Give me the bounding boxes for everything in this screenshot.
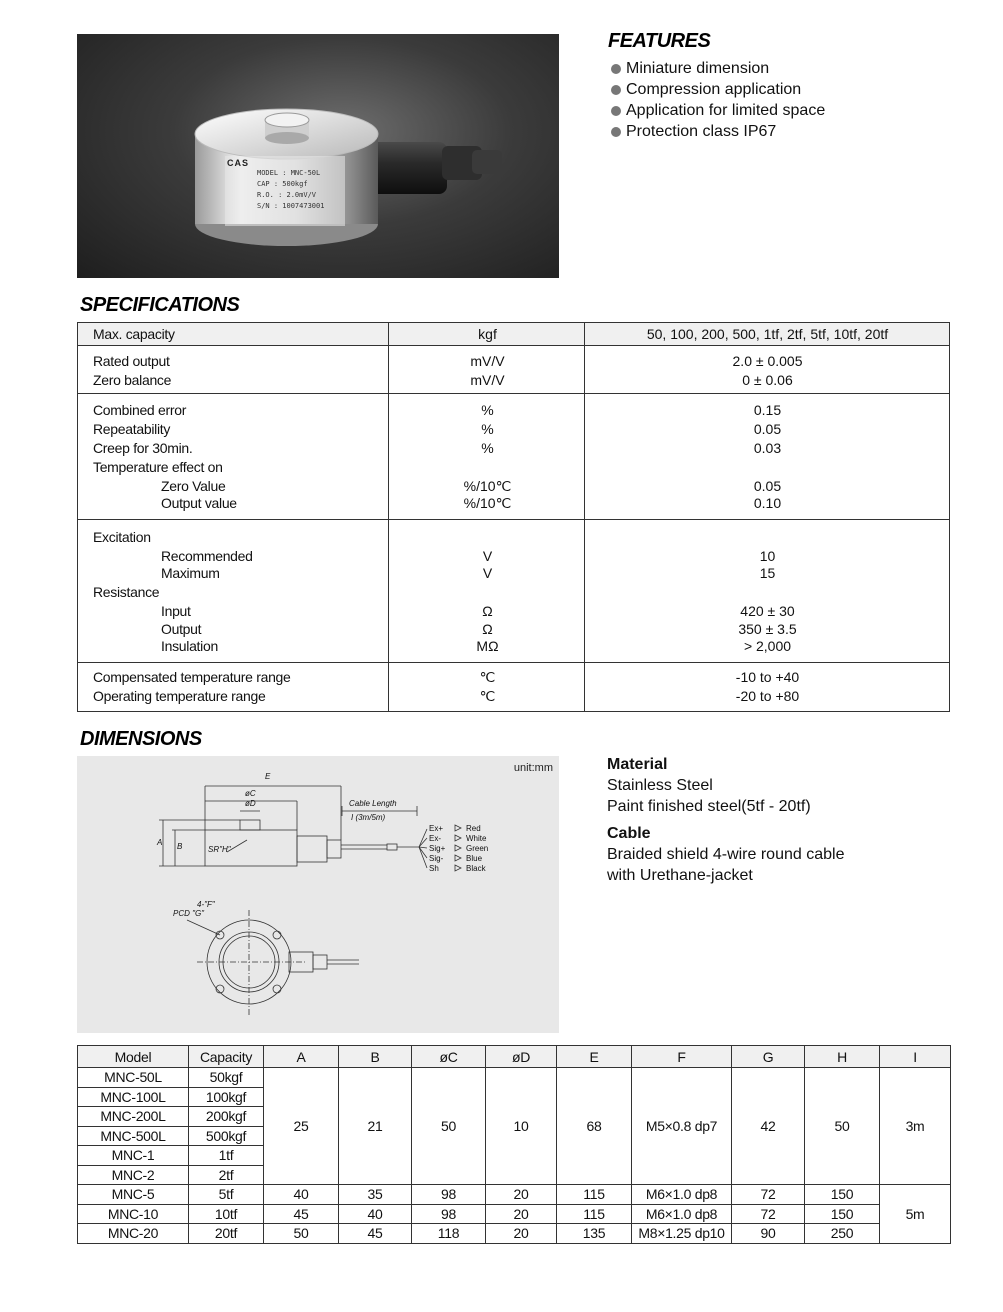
recommended-label: Recommended bbox=[161, 548, 253, 564]
brand-logo: CAS bbox=[227, 158, 250, 168]
bullet-icon bbox=[611, 85, 621, 95]
dimension-drawing bbox=[77, 756, 559, 1033]
dim-E-label: E bbox=[265, 772, 271, 781]
material-info bbox=[607, 754, 844, 886]
creep-unit: % bbox=[481, 440, 494, 456]
compensated-temp-unit: ℃ bbox=[479, 669, 496, 685]
table-row: MNC-200L 200kgf bbox=[78, 1107, 951, 1127]
table-row: MNC-5 5tf 40 35 98 20 115 M6×1.0 dp8 72 150 5m bbox=[78, 1185, 951, 1205]
technical-drawing bbox=[77, 756, 559, 1033]
material-heading: Material bbox=[607, 756, 668, 773]
table-row: MNC-1 1tf bbox=[78, 1146, 951, 1166]
rated-output-value: 2.0 ± 0.005 bbox=[732, 353, 803, 369]
dimensions-table bbox=[77, 1045, 951, 1244]
zero-value-unit: %/10℃ bbox=[463, 478, 512, 494]
cable-line-2: with Urethane-jacket bbox=[607, 867, 753, 884]
output-label: Output bbox=[161, 621, 202, 637]
rated-output-label: Rated output bbox=[93, 353, 170, 369]
output-value-unit: %/10℃ bbox=[463, 495, 512, 511]
features-heading: FEATURES bbox=[608, 30, 711, 52]
table-row: MNC-50L 50kgf 25 21 50 10 68 M5×0.8 dp7 42 50 3m bbox=[78, 1068, 951, 1088]
unit-note: unit:mm bbox=[513, 762, 553, 774]
insulation-unit: MΩ bbox=[476, 638, 499, 654]
photo-label: MODEL : MNC-50L CAP : 500kgf R.O. : 2.0mV/V S/N : 1007473001 bbox=[257, 169, 325, 210]
cable-length-label: Cable Length bbox=[349, 799, 397, 808]
load-cell-image bbox=[77, 34, 559, 278]
temp-effect-label: Temperature effect on bbox=[93, 459, 223, 475]
combined-error-value: 0.15 bbox=[753, 402, 782, 418]
operating-temp-unit: ℃ bbox=[479, 688, 496, 704]
table-row: MNC-2 2tf bbox=[78, 1165, 951, 1185]
recommended-unit: V bbox=[482, 548, 493, 564]
repeatability-unit: % bbox=[481, 421, 494, 437]
creep-value: 0.03 bbox=[753, 440, 782, 456]
cable-heading: Cable bbox=[607, 825, 651, 842]
input-value: 420 ± 30 bbox=[740, 603, 795, 619]
product-photo bbox=[77, 34, 559, 278]
col-header: øC bbox=[412, 1046, 486, 1068]
cable-line-1: Braided shield 4-wire round cable bbox=[607, 846, 845, 863]
dim-A-label: A bbox=[157, 838, 163, 847]
zero-balance-label: Zero balance bbox=[93, 372, 172, 388]
operating-temp-value: -20 to +80 bbox=[735, 688, 800, 704]
holes-label: 4-"F" bbox=[197, 900, 215, 909]
table-header-row bbox=[78, 1046, 951, 1068]
feature-item: Protection class IP67 bbox=[611, 121, 825, 142]
maximum-unit: V bbox=[482, 565, 493, 581]
output-value-label: Output value bbox=[161, 495, 237, 511]
insulation-value: > 2,000 bbox=[743, 638, 792, 654]
combined-error-unit: % bbox=[481, 402, 494, 418]
feature-item: Miniature dimension bbox=[611, 58, 825, 79]
maximum-label: Maximum bbox=[161, 565, 220, 581]
bullet-icon bbox=[611, 64, 621, 74]
col-header: G bbox=[732, 1046, 805, 1068]
material-line-1: Stainless Steel bbox=[607, 777, 713, 794]
maximum-value: 15 bbox=[759, 565, 776, 581]
spec-header-param: Max. capacity bbox=[93, 326, 175, 342]
table-row: MNC-100L 100kgf bbox=[78, 1087, 951, 1107]
input-label: Input bbox=[161, 603, 191, 619]
combined-error-label: Combined error bbox=[93, 402, 187, 418]
insulation-label: Insulation bbox=[161, 638, 218, 654]
spec-header-unit: kgf bbox=[478, 326, 497, 342]
output-unit: Ω bbox=[482, 621, 493, 637]
dim-D-label: øD bbox=[245, 799, 256, 808]
features-list bbox=[611, 58, 825, 142]
repeatability-value: 0.05 bbox=[753, 421, 782, 437]
zero-value-label: Zero Value bbox=[161, 478, 226, 494]
repeatability-label: Repeatability bbox=[93, 421, 171, 437]
dim-C-label: øC bbox=[245, 789, 256, 798]
zero-balance-unit: mV/V bbox=[470, 372, 505, 388]
spec-header-value: 50, 100, 200, 500, 1tf, 2tf, 5tf, 10tf, 20tf bbox=[646, 326, 889, 342]
cable-I-label: I (3m/5m) bbox=[351, 813, 386, 822]
col-header: A bbox=[264, 1046, 339, 1068]
bullet-icon bbox=[611, 127, 621, 137]
compensated-temp-value: -10 to +40 bbox=[735, 669, 800, 685]
output-value-value: 0.10 bbox=[753, 495, 782, 511]
zero-value-value: 0.05 bbox=[753, 478, 782, 494]
specifications-table bbox=[77, 322, 950, 712]
col-header: E bbox=[557, 1046, 632, 1068]
output-value: 350 ± 3.5 bbox=[738, 621, 797, 637]
col-header: H bbox=[805, 1046, 880, 1068]
dim-B-label: B bbox=[177, 842, 183, 851]
table-row: MNC-20 20tf 50 45 118 20 135 M8×1.25 dp10 90 250 bbox=[78, 1224, 951, 1244]
creep-label: Creep for 30min. bbox=[93, 440, 193, 456]
material-line-2: Paint finished steel(5tf - 20tf) bbox=[607, 798, 811, 815]
rated-output-unit: mV/V bbox=[470, 353, 505, 369]
excitation-label: Excitation bbox=[93, 529, 151, 545]
table-row: MNC-500L 500kgf bbox=[78, 1126, 951, 1146]
col-header: øD bbox=[486, 1046, 557, 1068]
feature-item: Compression application bbox=[611, 79, 825, 100]
input-unit: Ω bbox=[482, 603, 493, 619]
col-header: Capacity bbox=[189, 1046, 264, 1068]
recommended-value: 10 bbox=[759, 548, 776, 564]
dim-SR-label: SR"H" bbox=[208, 845, 231, 854]
specifications-heading: SPECIFICATIONS bbox=[80, 294, 240, 316]
wire-signals: Ex+ Ex- Sig+ Sig- Sh bbox=[429, 824, 446, 873]
compensated-temp-label: Compensated temperature range bbox=[93, 669, 291, 685]
wire-colors: Red White Green Blue Black bbox=[466, 824, 489, 873]
resistance-label: Resistance bbox=[93, 584, 160, 600]
col-header: I bbox=[880, 1046, 951, 1068]
bullet-icon bbox=[611, 106, 621, 116]
zero-balance-value: 0 ± 0.06 bbox=[742, 372, 793, 388]
col-header: F bbox=[632, 1046, 732, 1068]
col-header: Model bbox=[78, 1046, 189, 1068]
feature-item: Application for limited space bbox=[611, 100, 825, 121]
pcd-label: PCD "G" bbox=[173, 909, 205, 918]
dimensions-heading: DIMENSIONS bbox=[80, 728, 202, 750]
operating-temp-label: Operating temperature range bbox=[93, 688, 266, 704]
col-header: B bbox=[339, 1046, 412, 1068]
table-row: MNC-10 10tf 45 40 98 20 115 M6×1.0 dp8 72 150 bbox=[78, 1204, 951, 1224]
